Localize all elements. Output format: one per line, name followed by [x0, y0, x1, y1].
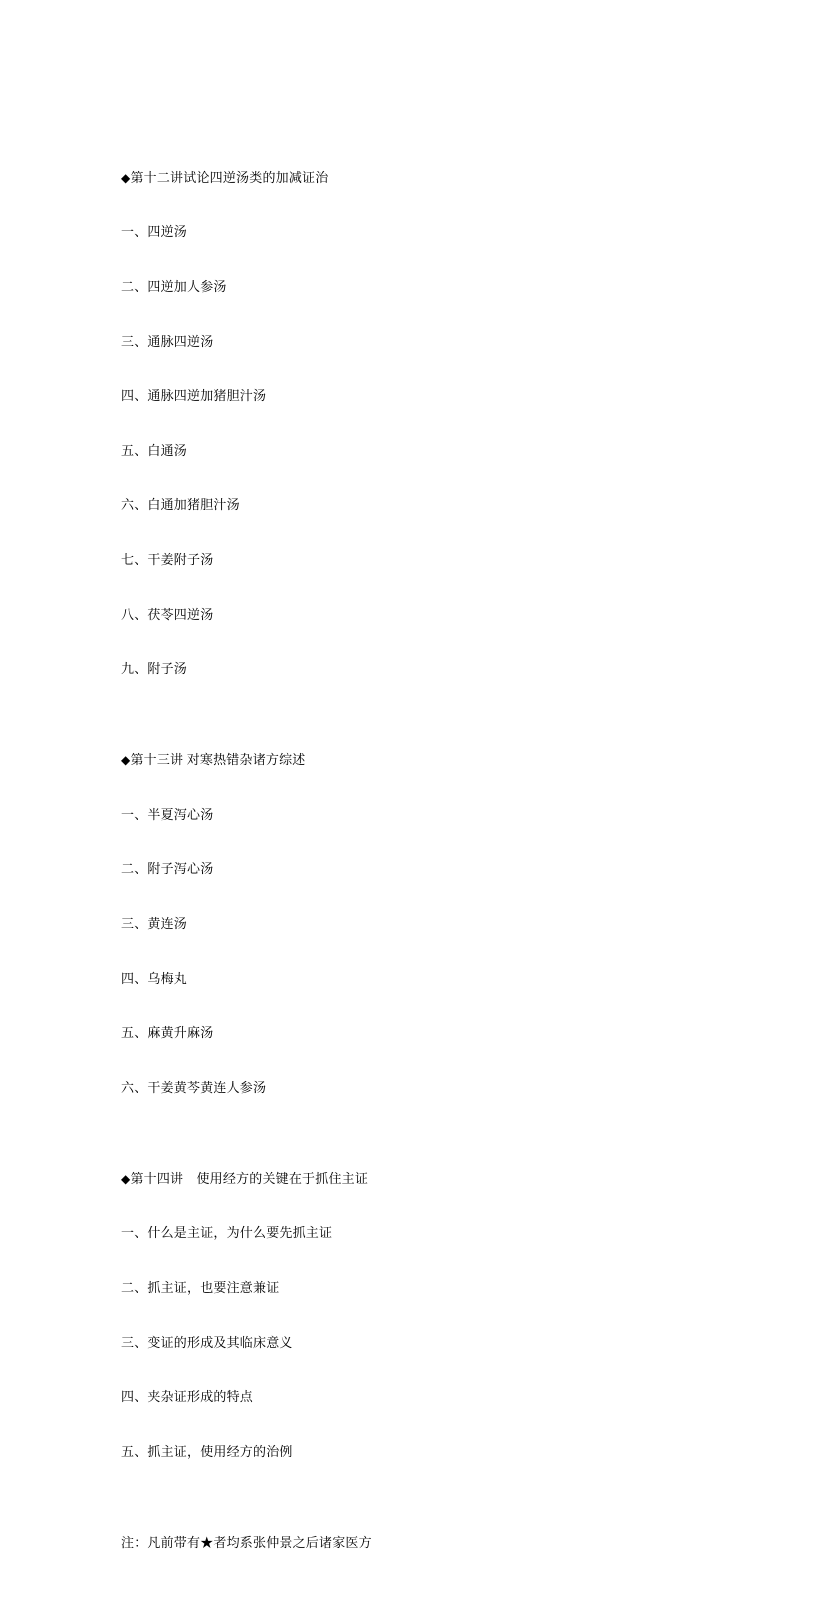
diamond-bullet-icon: ◆ [121, 753, 131, 768]
toc-item: 六、干姜黄芩黄连人参汤 [121, 1079, 267, 1095]
toc-item: 二、抓主证，也要注意兼证 [121, 1279, 280, 1295]
note-line: 注：凡前带有★者均系张仲景之后诸家医方 [121, 1534, 372, 1550]
toc-item: 三、通脉四逆汤 [121, 333, 214, 349]
toc-item: 五、麻黄升麻汤 [121, 1025, 214, 1041]
toc-item: 二、附子泻心汤 [121, 861, 214, 877]
toc-item: 三、黄连汤 [121, 915, 188, 931]
section-title: 第十四讲 使用经方的关键在于抓住主证 [130, 1170, 369, 1186]
toc-item: 四、乌梅丸 [121, 970, 188, 986]
document-content [121, 96, 372, 1606]
toc-item: 八、茯苓四逆汤 [121, 606, 214, 622]
toc-item: 一、半夏泻心汤 [121, 806, 214, 822]
toc-item: 一、四逆汤 [121, 224, 188, 240]
diamond-bullet-icon: ◆ [121, 1171, 131, 1186]
toc-item: 五、白通汤 [121, 442, 188, 458]
toc-item: 三、变证的形成及其临床意义 [121, 1334, 293, 1350]
toc-item: 七、干姜附子汤 [121, 551, 214, 567]
section-heading [121, 751, 372, 769]
section-heading [121, 169, 372, 187]
toc-item: 九、附子汤 [121, 661, 188, 677]
toc-item: 四、通脉四逆加猪胆汁汤 [121, 388, 267, 404]
toc-item: 六、白通加猪胆汁汤 [121, 497, 240, 513]
section-heading [121, 1170, 372, 1188]
toc-item: 五、抓主证，使用经方的治例 [121, 1443, 293, 1459]
toc-item: 二、四逆加人参汤 [121, 279, 227, 294]
section-title: 第十三讲 对寒热错杂诸方综述 [130, 752, 306, 768]
diamond-bullet-icon: ◆ [121, 170, 131, 185]
toc-item: 一、什么是主证，为什么要先抓主证 [121, 1225, 333, 1241]
toc-item: 四、夹杂证形成的特点 [121, 1389, 254, 1405]
section-title: 第十二讲试论四逆汤类的加减证治 [130, 169, 329, 185]
